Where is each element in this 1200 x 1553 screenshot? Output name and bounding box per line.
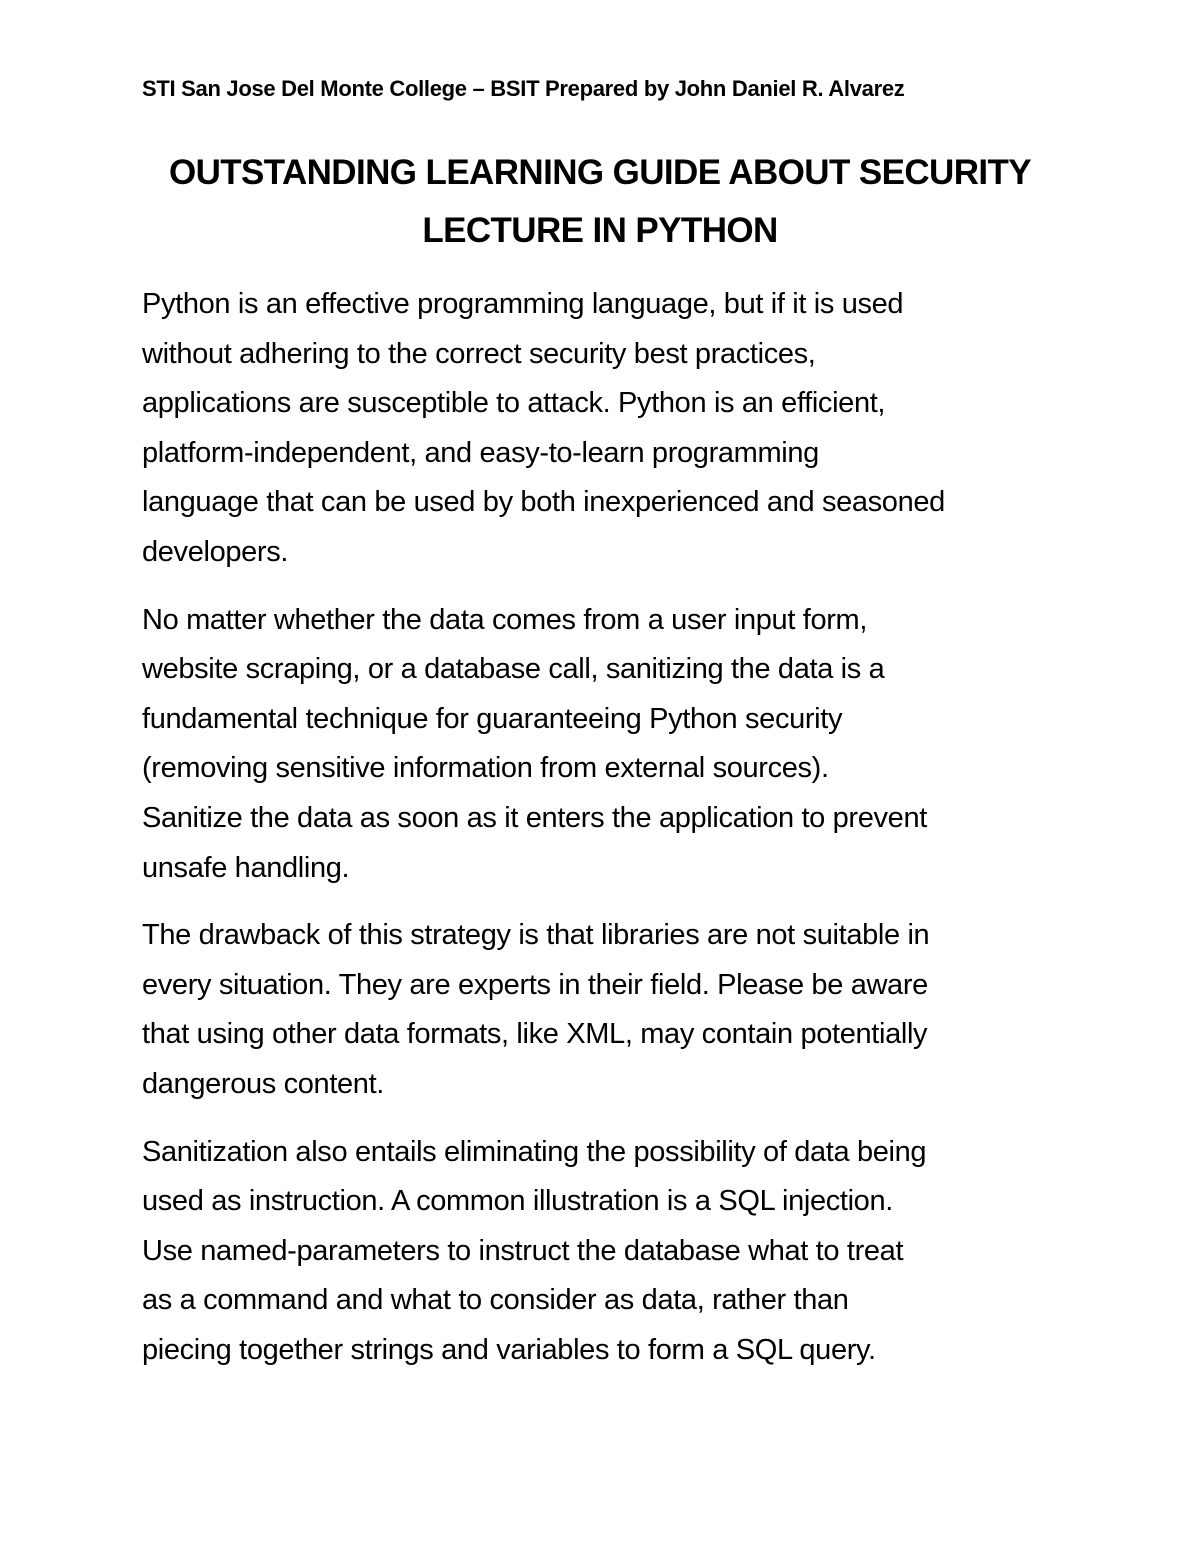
page-header: STI San Jose Del Monte College – BSIT Prepared by John Daniel R. Alvarez: [142, 76, 905, 101]
text-line: No matter whether the data comes from a user input form,: [142, 603, 868, 636]
paragraph-intro: [142, 280, 1072, 578]
text-line: website scraping, or a database call, sanitizing the data is a: [142, 653, 885, 686]
text-line: used as instruction. A common illustration is a SQL injection.: [142, 1185, 893, 1218]
text-line: piecing together strings and variables to form a SQL query.: [142, 1333, 876, 1366]
document-title: [100, 144, 1100, 260]
text-line: (removing sensitive information from external sources).: [142, 752, 829, 785]
text-line: Python is an effective programming language, but if it is used: [142, 288, 904, 320]
paragraph-sanitizing: [142, 596, 1072, 894]
text-line: language that can be used by both inexperienced and seasoned: [142, 486, 945, 519]
title-line-2: LECTURE IN PYTHON: [422, 211, 778, 250]
document-body: [142, 280, 1072, 1393]
text-line: Sanitize the data as soon as it enters the application to prevent: [142, 801, 927, 834]
paragraph-sql-injection: [142, 1128, 1072, 1376]
text-line: fundamental technique for guaranteeing Python security: [142, 702, 843, 735]
text-line: platform-independent, and easy-to-learn programming: [142, 436, 819, 469]
title-line-1: OUTSTANDING LEARNING GUIDE ABOUT SECURITY: [168, 153, 1032, 192]
text-line: without adhering to the correct security best practices,: [142, 337, 816, 370]
text-line: The drawback of this strategy is that libraries are not suitable in: [142, 919, 930, 952]
text-line: developers.: [142, 535, 289, 568]
text-line: Use named-parameters to instruct the database what to treat: [142, 1234, 904, 1267]
text-line: dangerous content.: [142, 1067, 384, 1100]
text-line: as a command and what to consider as data, rather than: [142, 1284, 849, 1317]
paragraph-drawback: [142, 911, 1072, 1109]
text-line: every situation. They are experts in their field. Please be aware: [142, 968, 928, 1001]
text-line: Sanitization also entails eliminating the possibility of data being: [142, 1135, 927, 1168]
text-line: that using other data formats, like XML, may contain potentially: [142, 1018, 928, 1051]
text-line: unsafe handling.: [142, 851, 350, 884]
text-line: applications are susceptible to attack. Python is an efficient,: [142, 387, 886, 420]
